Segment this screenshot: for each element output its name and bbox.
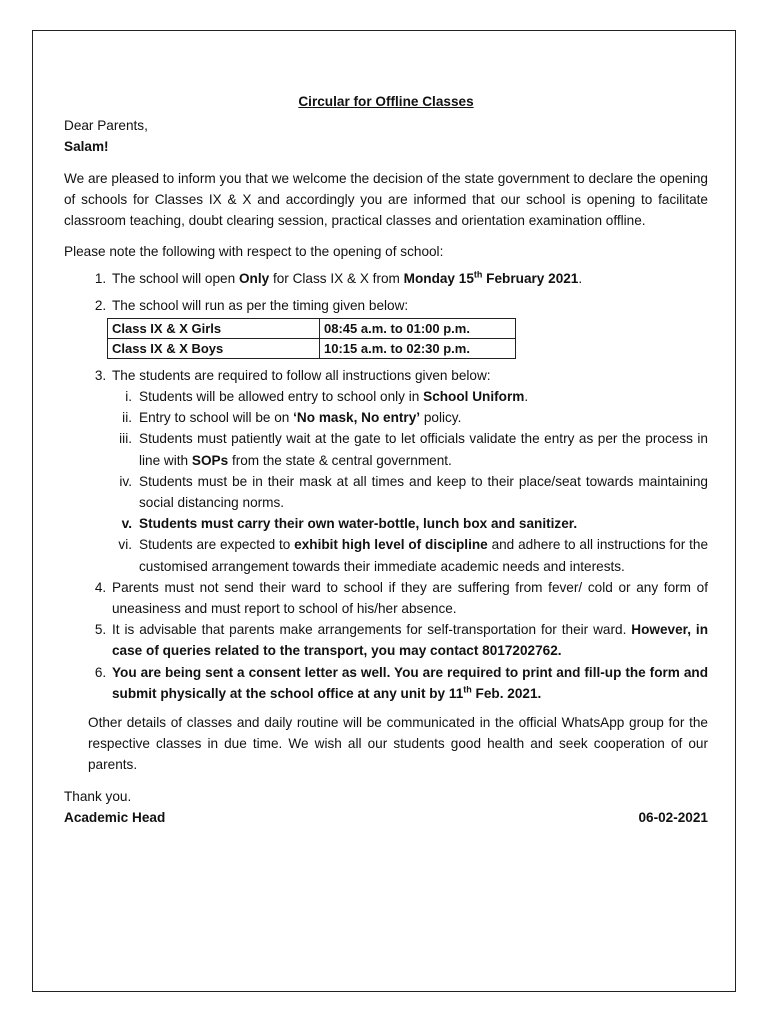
circular-body xyxy=(64,91,708,828)
table-row xyxy=(108,338,516,358)
list-item-6: 6. You are being sent a consent letter as well. You are required to print and fill-up the form and submit physically at the school office at any unit by 11th Feb. 2021. xyxy=(110,662,708,704)
intro-paragraph: We are pleased to inform you that we welcome the decision of the state government to declare the opening of schools for Classes IX & X and accordingly you are informed that our school is opening to facilitate classroom teaching, doubt clearing session, practical classes and orientation examination offline. xyxy=(64,170,708,229)
signatory: Academic Head xyxy=(64,809,166,825)
document-title: Circular for Offline Classes xyxy=(298,94,474,109)
timing-label: Class IX & X Girls xyxy=(108,318,320,338)
list-item-3: 3. The students are required to follow all instructions given below: i. Students will be allowed entry to school only in School Uniform. ii. Entry to school will be on ‘No mask, No entry’ policy. iii. Students must patiently wait at the gate to let officials validate the entry as per the process in line with SOPs from the state & central government. iv. Students must be in their mask at all times and keep to their place/seat towards maintaining social distancing norms. v. Students must carry their own water-bottle, lunch box and sanitizer. vi. Students are expected to exhibit high level of discipline and adhere to all instructions for the customised arrangement towards their immediate academic needs and interests. xyxy=(110,365,708,577)
sub-instructions-list xyxy=(112,386,708,577)
sub-item-v: v. Students must carry their own water-bottle, lunch box and sanitizer. xyxy=(121,516,578,532)
timing-value: 08:45 a.m. to 01:00 p.m. xyxy=(320,318,516,338)
thanks-line: Thank you. xyxy=(64,788,132,804)
sub-item-i: i. Students will be allowed entry to school only in School Uniform. xyxy=(125,389,529,405)
sub-item-iii: iii. Students must patiently wait at the gate to let officials validate the entry as per the process in line with SOPs from the state & central government. xyxy=(119,431,708,468)
closing-paragraph: Other details of classes and daily routine will be communicated in the official WhatsApp group for the respective classes in due time. We wish all our students good health and seek cooperation of our parents. xyxy=(88,715,708,773)
timing-label: Class IX & X Boys xyxy=(108,338,320,358)
sub-item-iv: iv. Students must be in their mask at all times and keep to their place/seat towards maintaining social distancing norms. xyxy=(119,473,708,511)
list-item-5: 5. It is advisable that parents make arrangements for self-transportation for their ward. However, in case of queries related to the transport, you may contact 8017202762. xyxy=(110,619,708,661)
instructions-list xyxy=(64,268,708,704)
sub-item-vi: vi. Students are expected to exhibit high level of discipline and adhere to all instructions for the customised arrangement towards their immediate academic needs and interests. xyxy=(118,537,709,574)
sub-item-ii: ii. Entry to school will be on ‘No mask, No entry’ policy. xyxy=(122,410,462,426)
list-item-1: 1. The school will open Only for Class IX & X from Monday 15th February 2021. xyxy=(110,268,708,289)
document-page xyxy=(32,30,736,992)
timing-table xyxy=(107,318,516,359)
table-row xyxy=(108,318,516,338)
signature-row xyxy=(64,807,708,828)
timing-value: 10:15 a.m. to 02:30 p.m. xyxy=(320,338,516,358)
list-item-4: 4. Parents must not send their ward to school if they are suffering from fever/ cold or any form of uneasiness and must report to school of his/her absence. xyxy=(110,577,708,619)
salutation: Salam! xyxy=(64,139,109,155)
list-item-2: 2. The school will run as per the timing given below: Class IX & X Girls 08:45 a.m. to 01:00 p.m. Class IX & X Boys 10:15 a.m. to 02:30 p.m. xyxy=(110,295,708,359)
greeting: Dear Parents, xyxy=(64,118,148,134)
note-line: Please note the following with respect to the opening of school: xyxy=(64,244,444,260)
document-date: 06-02-2021 xyxy=(638,809,708,825)
